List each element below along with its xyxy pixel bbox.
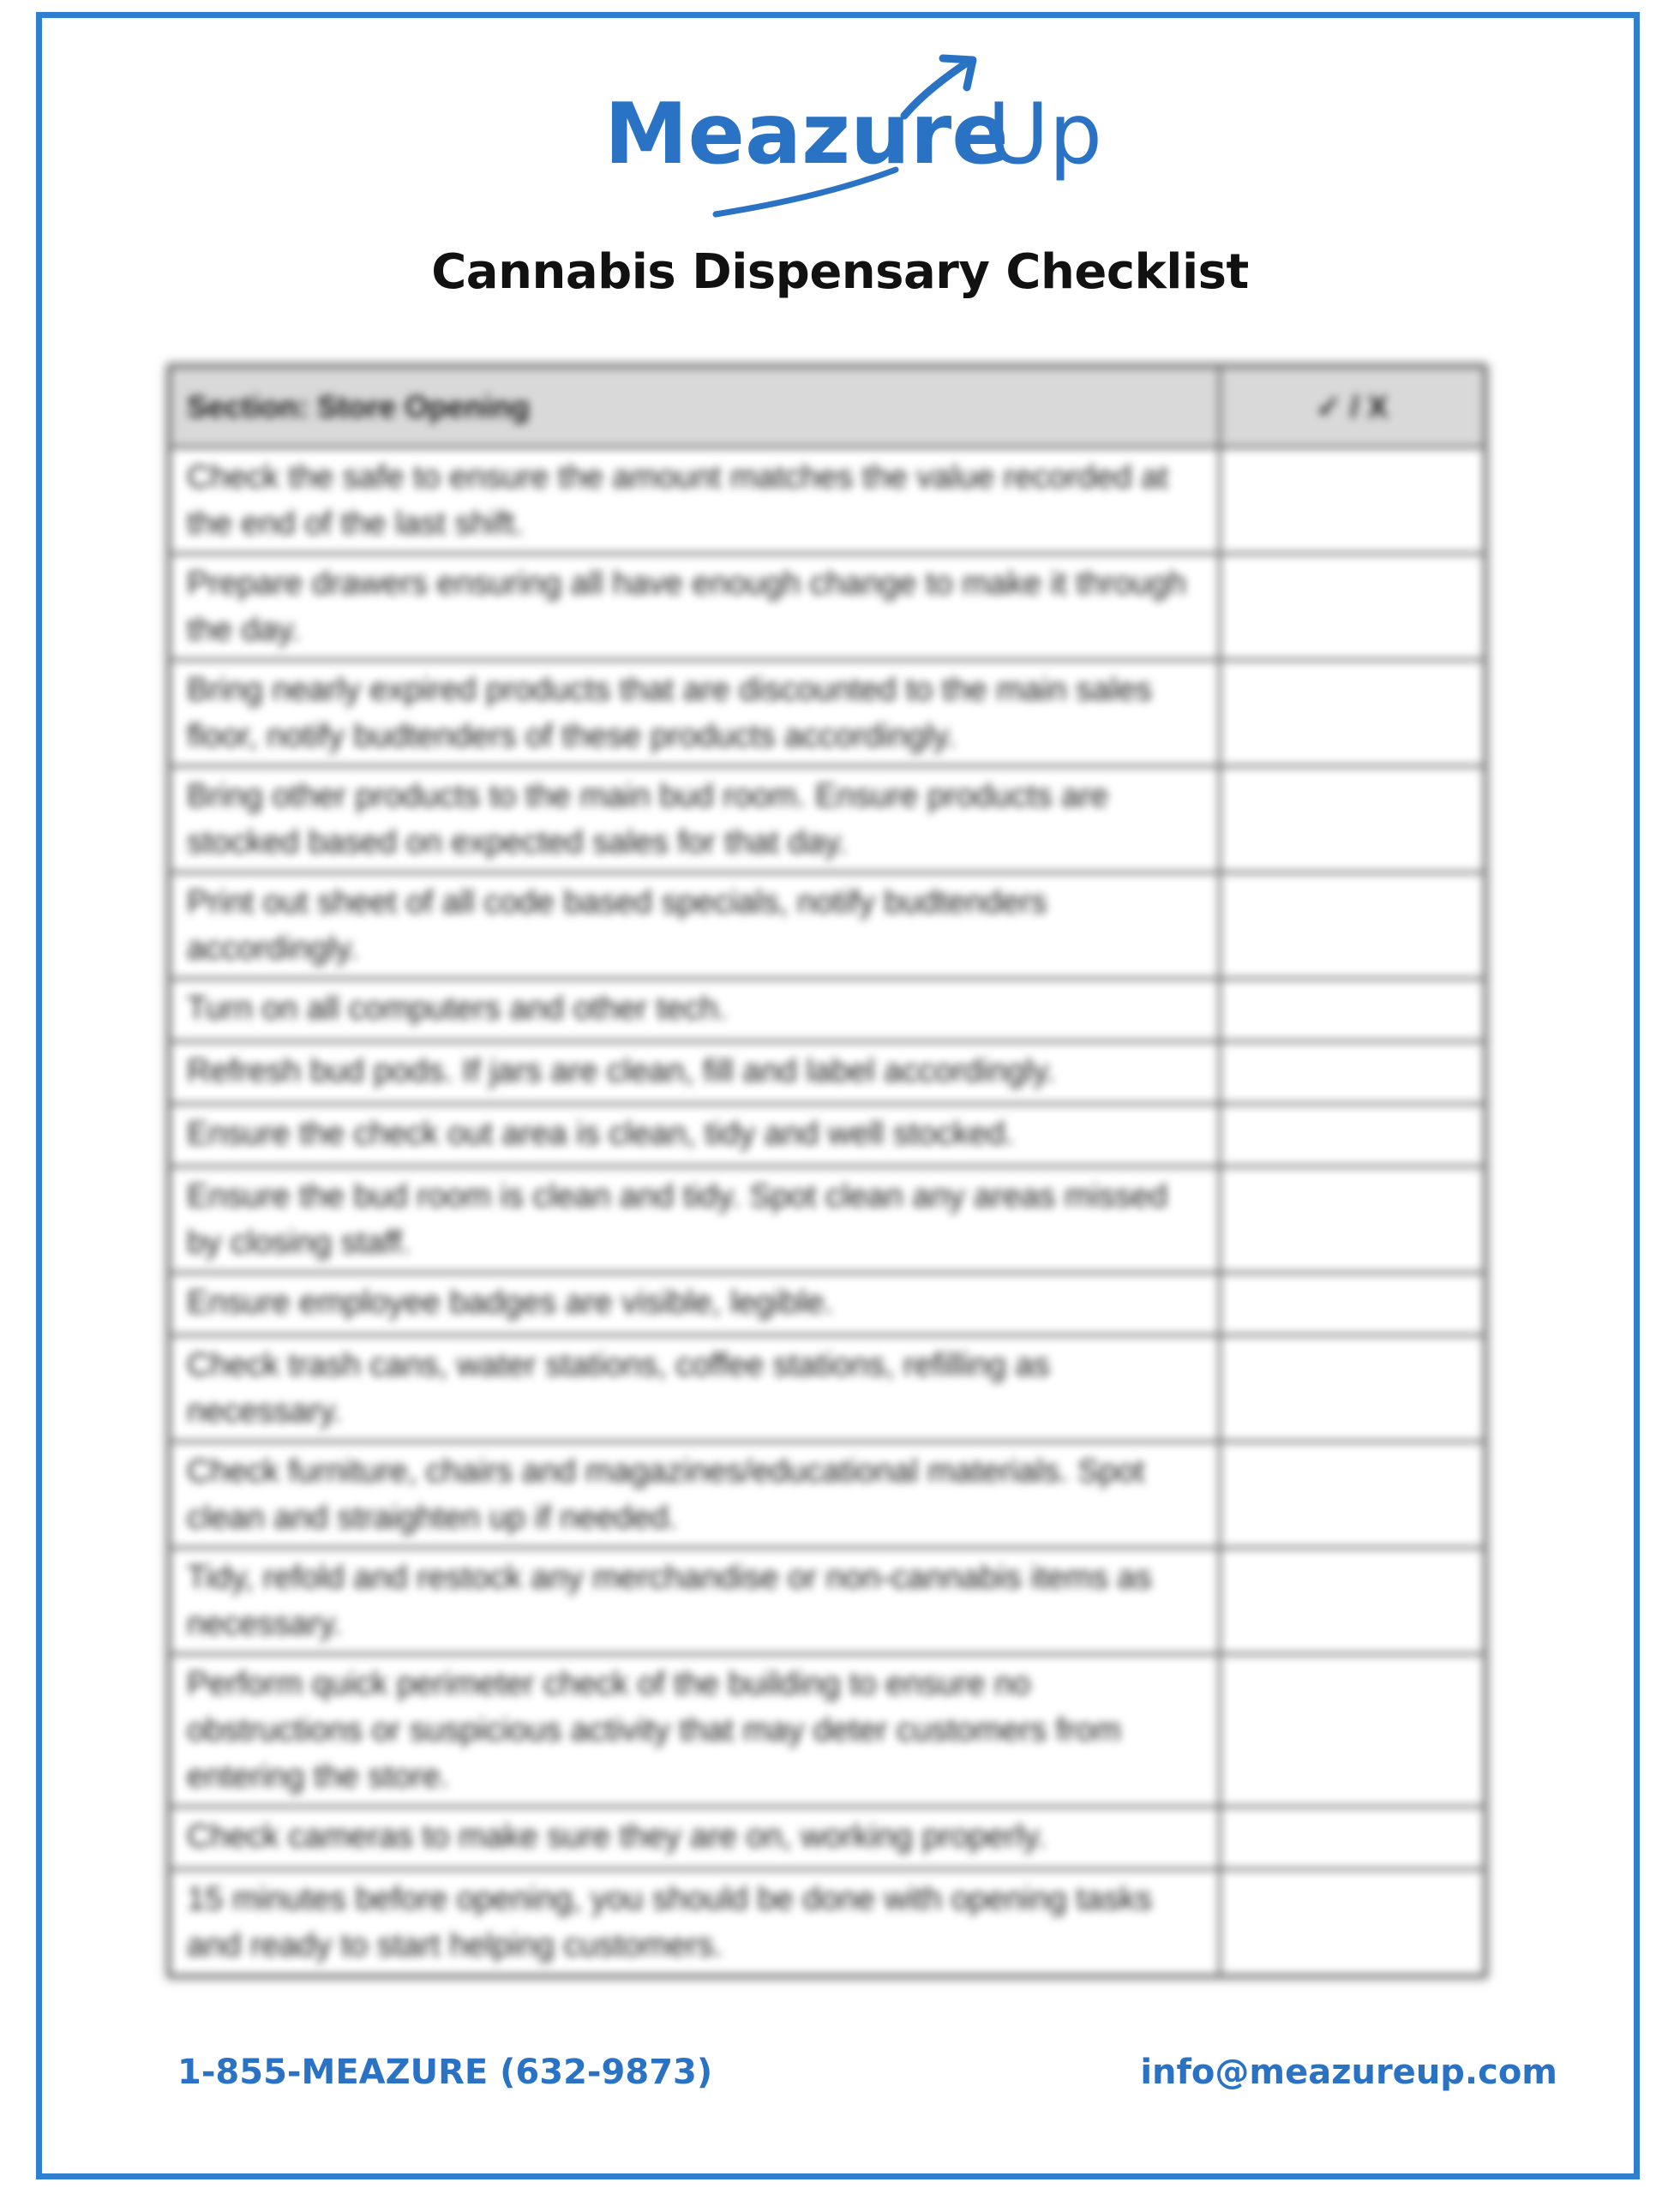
table-row xyxy=(170,1654,1485,1807)
task-text: Print out sheet of all code based specials, notify budtenders accordingly. xyxy=(170,872,1220,979)
task-text: Ensure the check out area is clean, tidy and well stocked. xyxy=(170,1104,1220,1166)
check-cell[interactable] xyxy=(1220,979,1485,1041)
check-cell[interactable] xyxy=(1220,1104,1485,1166)
table-row xyxy=(170,554,1485,660)
check-column-header: ✓ / X xyxy=(1220,367,1485,448)
table-row xyxy=(170,1166,1485,1273)
footer-email[interactable]: info@meazureup.com xyxy=(1140,2053,1557,2092)
table-row xyxy=(170,1548,1485,1654)
check-cell[interactable] xyxy=(1220,1335,1485,1442)
task-text: Check trash cans, water stations, coffee stations, refilling as necessary. xyxy=(170,1335,1220,1442)
task-text: Ensure the bud room is clean and tidy. Spot clean any areas missed by closing staff. xyxy=(170,1166,1220,1273)
check-cell[interactable] xyxy=(1220,1442,1485,1548)
check-cell[interactable] xyxy=(1220,447,1485,554)
table-row xyxy=(170,1807,1485,1869)
checklist-table xyxy=(167,364,1487,1978)
check-cell[interactable] xyxy=(1220,1548,1485,1654)
document-title: Cannabis Dispensary Checklist xyxy=(431,244,1249,300)
task-text: Ensure employee badges are visible, legible. xyxy=(170,1273,1220,1335)
task-text: Refresh bud pods. If jars are clean, fill and label accordingly. xyxy=(170,1041,1220,1104)
table-row xyxy=(170,1869,1485,1976)
logo-wordmark-bold: Meazure xyxy=(604,86,1009,183)
table-row xyxy=(170,1104,1485,1166)
check-cell[interactable] xyxy=(1220,1869,1485,1976)
table-row xyxy=(170,447,1485,554)
check-cell[interactable] xyxy=(1220,660,1485,766)
footer-phone[interactable]: 1-855-MEAZURE (632-9873) xyxy=(177,2053,713,2092)
task-text: Bring nearly expired products that are discounted to the main sales floor, notify budtenders of these products accordingly. xyxy=(170,660,1220,766)
table-row xyxy=(170,872,1485,979)
check-cell[interactable] xyxy=(1220,1807,1485,1869)
checklist-table-wrapper xyxy=(167,364,1483,1963)
task-text: 15 minutes before opening, you should be done with opening tasks and ready to start helping customers. xyxy=(170,1869,1220,1976)
task-text: Perform quick perimeter check of the building to ensure no obstructions or suspicious activity that may deter customers from entering the store. xyxy=(170,1654,1220,1807)
check-cell[interactable] xyxy=(1220,1654,1485,1807)
meazureup-logo xyxy=(600,51,1131,223)
table-row xyxy=(170,979,1485,1041)
check-cell[interactable] xyxy=(1220,1041,1485,1104)
check-cell[interactable] xyxy=(1220,1166,1485,1273)
table-row xyxy=(170,1335,1485,1442)
logo-wordmark-light: Up xyxy=(987,86,1102,183)
task-text: Turn on all computers and other tech. xyxy=(170,979,1220,1041)
checklist-header-row xyxy=(170,367,1485,448)
check-cell[interactable] xyxy=(1220,554,1485,660)
task-text: Tidy, refold and restock any merchandise or non-cannabis items as necessary. xyxy=(170,1548,1220,1654)
check-cell[interactable] xyxy=(1220,872,1485,979)
task-text: Prepare drawers ensuring all have enough change to make it through the day. xyxy=(170,554,1220,660)
task-text: Bring other products to the main bud room. Ensure products are stocked based on expected sales for that day. xyxy=(170,766,1220,872)
table-row xyxy=(170,766,1485,872)
table-row xyxy=(170,1442,1485,1548)
task-text: Check cameras to make sure they are on, working properly. xyxy=(170,1807,1220,1869)
task-text: Check the safe to ensure the amount matches the value recorded at the end of the last shift. xyxy=(170,447,1220,554)
table-row xyxy=(170,1041,1485,1104)
check-cell[interactable] xyxy=(1220,1273,1485,1335)
task-text: Check furniture, chairs and magazines/educational materials. Spot clean and straighten up if needed. xyxy=(170,1442,1220,1548)
table-row xyxy=(170,1273,1485,1335)
check-cell[interactable] xyxy=(1220,766,1485,872)
section-header: Section: Store Opening xyxy=(170,367,1220,448)
table-row xyxy=(170,660,1485,766)
